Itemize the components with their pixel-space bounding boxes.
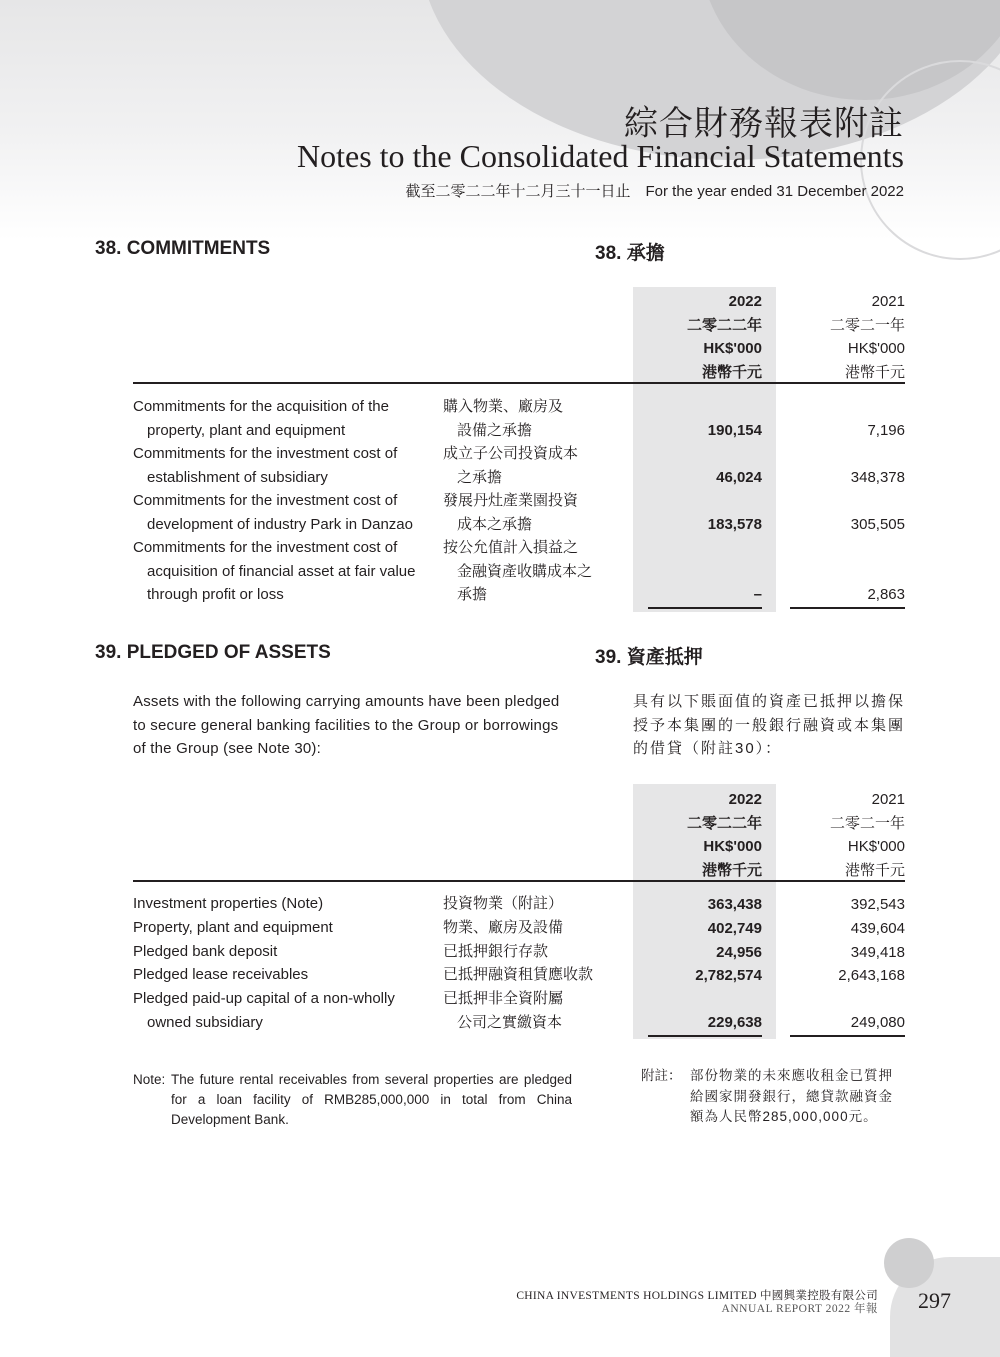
value-2022: 46,024 <box>716 469 762 486</box>
note-label-en: Note: <box>133 1072 166 1087</box>
row-label-en-cont: development of industry Park in Danzao <box>147 515 413 533</box>
value-2022: 183,578 <box>707 516 762 533</box>
value-2022: 190,154 <box>707 422 762 439</box>
value-2022: 24,956 <box>716 944 762 961</box>
row-label-en: Investment properties (Note) <box>133 895 324 912</box>
row-label-en-cont: through profit or loss <box>147 586 284 603</box>
row-label-en: Pledged bank deposit <box>133 943 278 960</box>
row-label-en-cont: establishment of subsidiary <box>147 468 328 486</box>
unit: HK$'000 <box>847 340 905 357</box>
unit-cn: 港幣千元 <box>844 363 905 381</box>
total-underline <box>790 1035 905 1037</box>
value-2021: 249,080 <box>850 1014 905 1031</box>
value-2021: 348,378 <box>850 469 905 486</box>
period-subtitle: 截至二零二二年十二月三十一日止 For the year ended 31 December 2022 <box>405 183 904 200</box>
value-2021: 2,643,168 <box>838 967 905 984</box>
intro-paragraph-cn: 具有以下賬面值的資產已抵押以擔保授予本集團的一般銀行融資或本集團的借貸（附註30）： <box>633 693 906 757</box>
value-2022: – <box>753 586 762 603</box>
section-39-title-cn: 39. 資產抵押 <box>595 647 703 668</box>
row-label-cn-cont: 承擔 <box>457 586 488 603</box>
page-number: 297 <box>918 1288 951 1313</box>
year-cn: 二零二二年 <box>686 316 762 334</box>
decorative-dot <box>884 1238 934 1288</box>
value-2021: 7,196 <box>867 422 905 439</box>
row-label-cn: 已抵押非全資附屬 <box>443 990 564 1007</box>
value-2021: 2,863 <box>867 586 905 603</box>
row-label-cn: 已抵押融資租賃應收款 <box>443 966 594 983</box>
total-underline <box>790 607 905 609</box>
row-label-en: Property, plant and equipment <box>133 919 333 936</box>
column-header-2021 <box>830 788 905 882</box>
year-cn: 二零二二年 <box>686 814 762 832</box>
row-label-cn-cont: 成本之承擔 <box>457 515 533 533</box>
value-2022: 402,749 <box>707 920 762 937</box>
note-text-cn: 部份物業的未來應收租金已質押給國家開發銀行，總貸款融資金額為人民幣285,000,000元。 <box>690 1068 893 1124</box>
value-2022: 363,438 <box>707 896 762 913</box>
row-label-en: Commitments for the investment cost of <box>133 445 398 462</box>
section-38-title-en: 38. COMMITMENTS <box>95 238 271 259</box>
row-label-en: Commitments for the acquisition of the <box>133 398 389 415</box>
value-2021: 305,505 <box>850 516 905 533</box>
row-label-cn-cont: 公司之實繳資本 <box>457 1013 563 1031</box>
row-label-cn: 發展丹灶產業園投資 <box>443 492 579 509</box>
total-underline <box>648 1035 762 1037</box>
table-header-rule <box>133 382 905 384</box>
row-label-en-cont: property, plant and equipment <box>147 421 346 439</box>
value-2021: 392,543 <box>850 896 905 913</box>
row-label-en: Pledged lease receivables <box>133 966 309 983</box>
row-label-cn-cont: 之承擔 <box>457 468 503 486</box>
year: 2022 <box>728 791 762 808</box>
value-2021: 349,418 <box>850 944 905 961</box>
page-title-cn: 綜合財務報表附註 <box>624 104 904 144</box>
page-title-en: Notes to the Consolidated Financial Statements <box>296 138 904 174</box>
footer-company: CHINA INVESTMENTS HOLDINGS LIMITED 中國興業控股有限公司 <box>516 1290 878 1302</box>
row-label-cn: 已抵押銀行存款 <box>443 943 549 960</box>
row-label-cn: 按公允值計入損益之 <box>443 539 579 556</box>
year-cn: 二零二一年 <box>829 316 905 334</box>
unit: HK$'000 <box>703 340 762 357</box>
column-header-2022 <box>687 290 762 384</box>
row-label-cn-cont: 設備之承擔 <box>457 421 533 439</box>
row-label-en: Commitments for the investment cost of <box>133 539 398 556</box>
value-2021: 439,604 <box>850 920 905 937</box>
row-label-en-cont: acquisition of financial asset at fair value <box>147 562 416 580</box>
year-cn: 二零二一年 <box>829 814 905 832</box>
unit-cn: 港幣千元 <box>701 363 762 381</box>
unit: HK$'000 <box>703 838 762 855</box>
footer-report: ANNUAL REPORT 2022 年報 <box>721 1303 878 1315</box>
table-header-rule <box>133 880 905 882</box>
row-label-cn-cont: 金融資產收購成本之 <box>457 562 593 580</box>
note-label-cn: 附註： <box>641 1068 682 1083</box>
row-label-cn: 物業、廠房及設備 <box>443 919 564 936</box>
year: 2021 <box>871 791 905 808</box>
unit-cn: 港幣千元 <box>844 861 905 879</box>
row-label-cn: 購入物業、廠房及 <box>443 398 564 415</box>
intro-paragraph-en: Assets with the following carrying amounts have been pledged to secure general banking facilities to the Group or borrowings of the Group (see Note 30): <box>133 693 560 757</box>
value-2022: 229,638 <box>707 1014 762 1031</box>
column-header-2021 <box>830 290 905 384</box>
row-label-cn: 投資物業（附註） <box>443 895 564 912</box>
section-38-title-cn: 38. 承擔 <box>595 243 665 264</box>
row-label-cn: 成立子公司投資成本 <box>443 445 579 462</box>
row-label-en: Commitments for the investment cost of <box>133 492 398 509</box>
unit: HK$'000 <box>847 838 905 855</box>
year: 2022 <box>728 293 762 310</box>
column-header-2022 <box>687 788 762 882</box>
value-2022: 2,782,574 <box>695 967 762 984</box>
row-label-en: Pledged paid-up capital of a non-wholly <box>133 990 395 1007</box>
note-text-en: The future rental receivables from several properties are pledged for a loan facility of RMB285,000,000 in total from China Development Bank. <box>171 1072 572 1127</box>
year: 2021 <box>871 293 905 310</box>
section-39-title-en: 39. PLEDGED OF ASSETS <box>95 642 331 663</box>
total-underline <box>648 607 762 609</box>
row-label-en-cont: owned subsidiary <box>147 1013 263 1031</box>
unit-cn: 港幣千元 <box>701 861 762 879</box>
